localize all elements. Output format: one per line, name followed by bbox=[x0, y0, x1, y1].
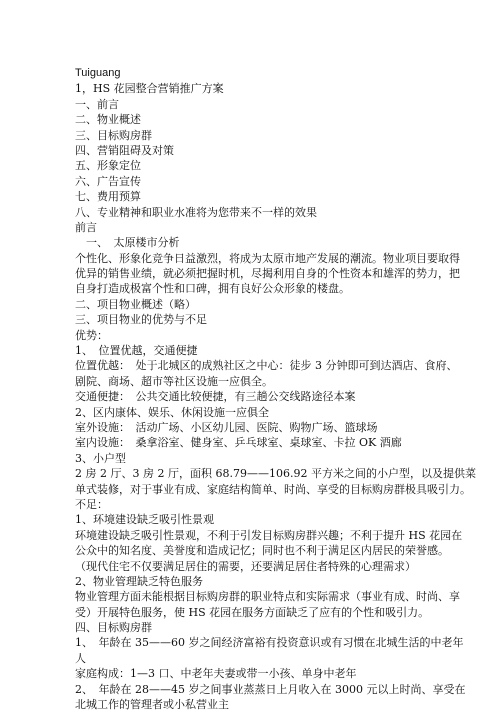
body-text: 2 房 2 厅、3 房 2 厅，面积 68.79——106.92 平方米之间的小户型，以及提供菜 bbox=[75, 467, 476, 481]
body-text: 不足： bbox=[75, 497, 108, 511]
body-text: 自身打造成极富个性和口碑，拥有良好公众形象的楼盘。 bbox=[75, 282, 350, 296]
toc-item: 一、前言 bbox=[75, 97, 119, 111]
toc-item: 八、专业精神和职业水准将为您带来不一样的效果 bbox=[75, 205, 317, 219]
section-heading: 二、项目物业概述（略） bbox=[75, 297, 196, 311]
body-text: 环境建设缺乏吸引性景观，不利于引发目标购房群兴趣；不利于提升 HS 花园在 bbox=[75, 528, 463, 542]
toc-item: 六、广告宣传 bbox=[75, 174, 141, 188]
body-text: 个性化、形象化竞争日益激烈，将成为太原市地产发展的潮流。物业项目要取得 bbox=[75, 251, 460, 265]
section-heading: 三、项目物业的优势与不足 bbox=[75, 313, 207, 327]
body-text: 优异的销售业绩，就必须把握时机，尽揭利用自身的个性资本和雄浑的势力，把 bbox=[75, 267, 460, 281]
list-item: 2、区内康体、娱乐、休闲设施一应俱全 bbox=[75, 405, 269, 419]
document-header: Tuiguang bbox=[75, 67, 121, 79]
list-item: 1、环境建设缺乏吸引性景观 bbox=[75, 513, 214, 527]
body-text: 室内设施： 桑拿浴室、健身室、乒乓球室、桌球室、卡拉 OK 酒廊 bbox=[75, 436, 402, 450]
section-heading: 前言 bbox=[75, 220, 97, 234]
body-text: （现代住宅不仅要满足居住的需要，还要满足居住者特殊的心理需求） bbox=[75, 559, 416, 573]
document-title: 1，HS 花园整合营销推广方案 bbox=[75, 82, 224, 96]
section-heading: 四、目标购房群 bbox=[75, 621, 152, 635]
body-text: 公众中的知名度、美誉度和造成记忆；同时也不利于满足区内居民的荣誉感。 bbox=[75, 544, 449, 558]
body-text: 室外设施： 活动广场、小区幼儿园、医院、购物广场、篮球场 bbox=[75, 420, 378, 434]
body-text: 家庭构成：1—3 口、中老年夫妻或带一小孩、单身中老年 bbox=[75, 667, 357, 681]
body-text: 人 bbox=[75, 651, 86, 665]
body-text: 剧院、商场、超市等社区设施一应俱全。 bbox=[75, 374, 273, 388]
list-item: 1、 位置优越，交通便捷 bbox=[75, 344, 198, 358]
body-text: 位置优越： 处于北城区的成熟社区之中心：徒步 3 分钟即可到达酒店、食府、 bbox=[75, 359, 458, 373]
toc-item: 二、物业概述 bbox=[75, 113, 141, 127]
subsection-heading: 一、 太原楼市分析 bbox=[75, 236, 180, 250]
body-text: 单式装修，对于事业有成、家庭结构简单、时尚、享受的目标购房群极具吸引力。 bbox=[75, 482, 471, 496]
list-item: 3、小户型 bbox=[75, 451, 126, 465]
body-text: 优势： bbox=[75, 328, 108, 342]
toc-item: 四、营销阻碍及对策 bbox=[75, 143, 174, 157]
list-item: 2、物业管理缺乏特色服务 bbox=[75, 574, 203, 588]
list-item: 1、 年龄在 35——60 岁之间经济富裕有投资意识或有习惯在北城生活的中老年 bbox=[75, 636, 464, 650]
list-item: 2、 年龄在 28——45 岁之间事业蒸蒸日上月收入在 3000 元以上时尚、享受在 bbox=[75, 682, 466, 696]
document-page bbox=[75, 66, 485, 712]
body-text: 受）开展特色服务，使 HS 花园在服务方面缺乏了应有的个性和吸引力。 bbox=[75, 605, 430, 619]
toc-item: 三、目标购房群 bbox=[75, 128, 152, 142]
body-text: 交通便捷： 公共交通比较便捷，有三趟公交线路途径本案 bbox=[75, 390, 356, 404]
body-text: 北城工作的管理者或小私营业主 bbox=[75, 698, 229, 712]
toc-item: 七、费用预算 bbox=[75, 190, 141, 204]
body-text: 物业管理方面未能根据目标购房群的职业特点和实际需求（事业有成、时尚、享 bbox=[75, 590, 460, 604]
toc-item: 五、形象定位 bbox=[75, 159, 141, 173]
